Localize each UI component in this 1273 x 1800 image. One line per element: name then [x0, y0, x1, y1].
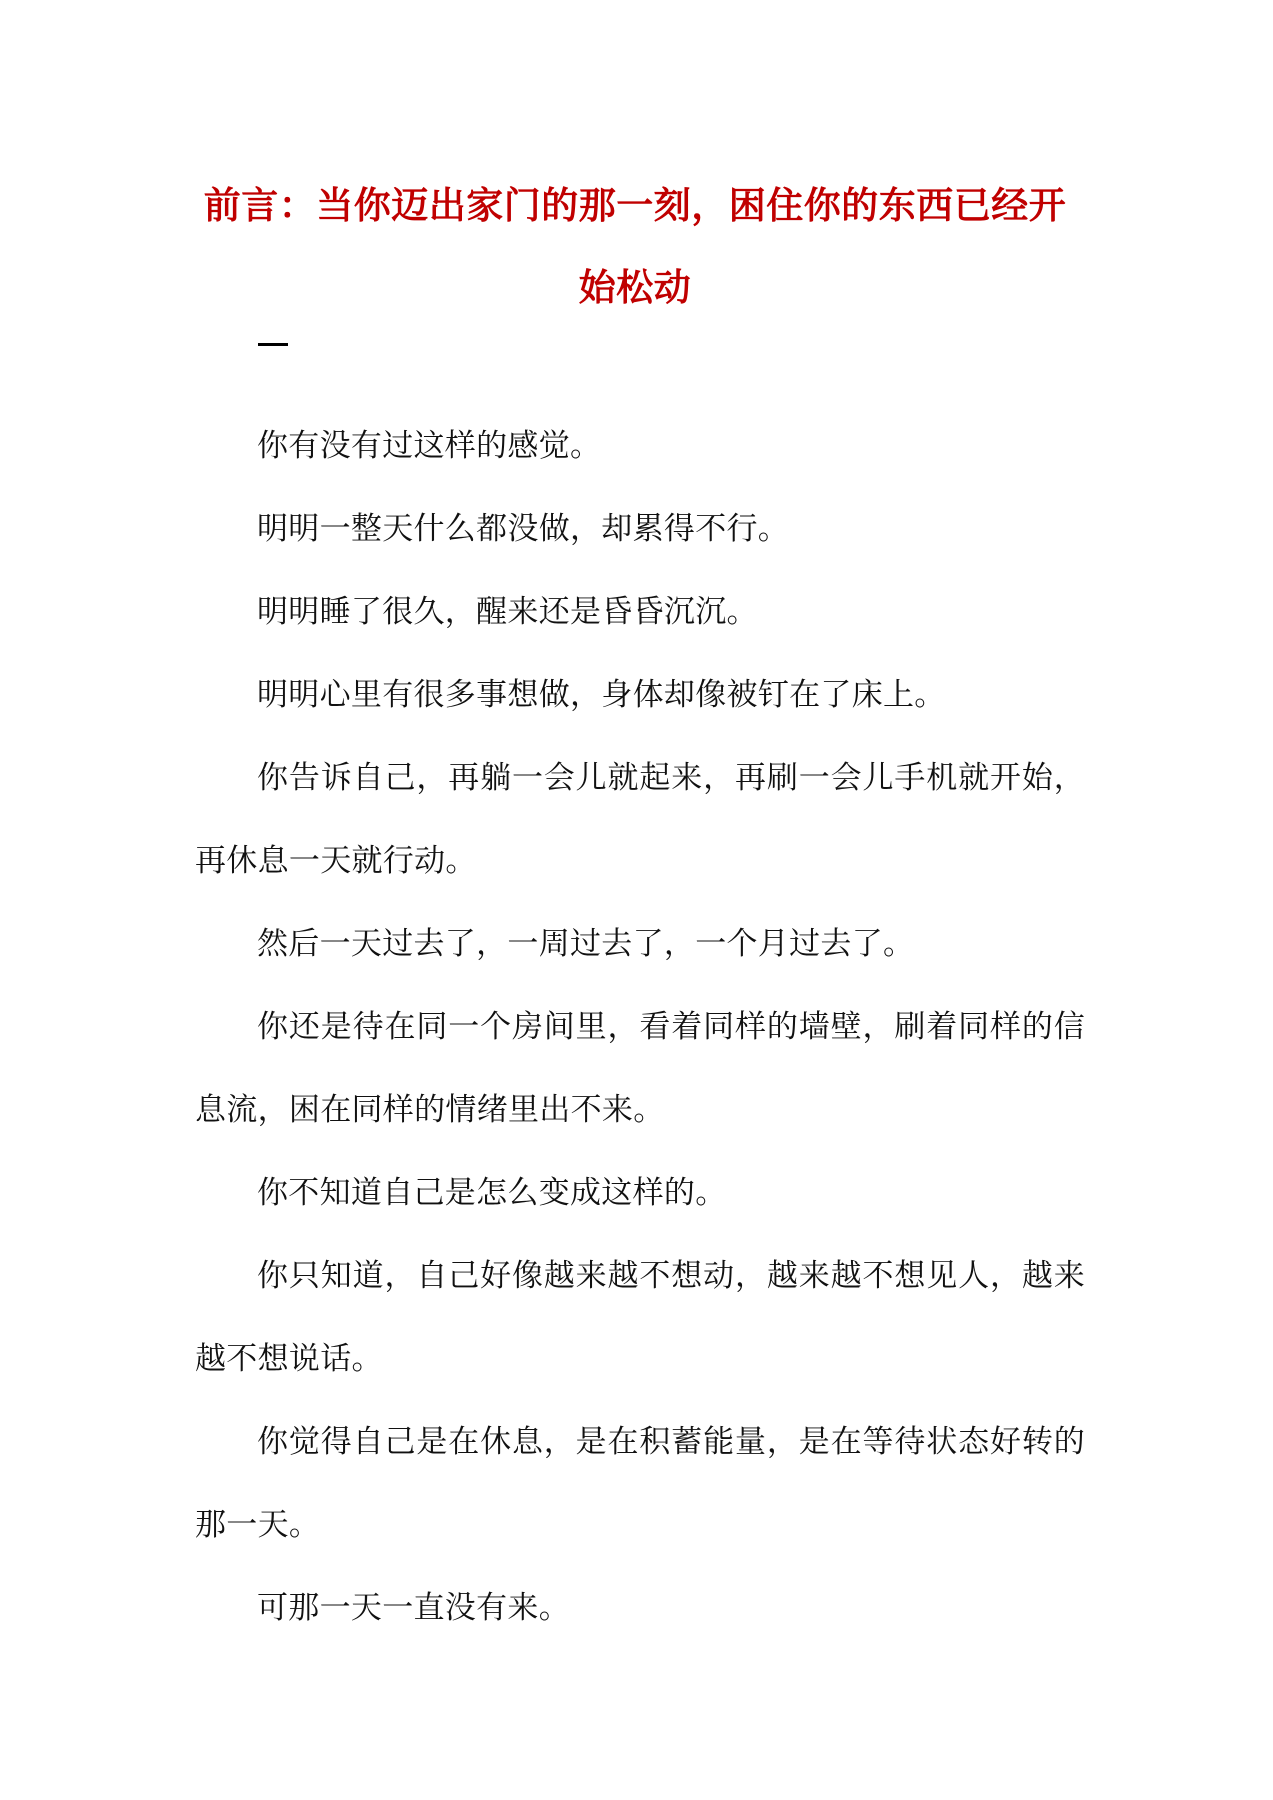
body-text	[195, 405, 1085, 1650]
paragraph: 你不知道自己是怎么变成这样的。	[257, 1175, 727, 1211]
paragraph: 你有没有过这样的感觉。	[257, 428, 602, 464]
section-marker	[258, 343, 318, 347]
section-marker-glyph	[258, 343, 288, 346]
paragraph: 明明睡了很久，醒来还是昏昏沉沉。	[257, 594, 758, 630]
page-title: 前言：当你迈出家门的那一刻，困住你的东西已经开始松动	[203, 183, 1067, 309]
paragraph: 明明心里有很多事想做，身体却像被钉在了床上。	[257, 677, 946, 713]
paragraph: 你告诉自己，再躺一会儿就起来，再刷一会儿手机就开始，再休息一天就行动。	[195, 760, 1085, 879]
paragraph: 你觉得自己是在休息，是在积蓄能量，是在等待状态好转的那一天。	[195, 1424, 1085, 1543]
paragraph: 明明一整天什么都没做，却累得不行。	[257, 511, 790, 547]
paragraph: 然后一天过去了，一周过去了，一个月过去了。	[257, 926, 915, 962]
paragraph: 你只知道，自己好像越来越不想动，越来越不想见人，越来越不想说话。	[195, 1258, 1085, 1377]
paragraph: 可那一天一直没有来。	[257, 1590, 570, 1626]
paragraph: 你还是待在同一个房间里，看着同样的墙壁，刷着同样的信息流，困在同样的情绪里出不来。	[195, 1009, 1085, 1128]
